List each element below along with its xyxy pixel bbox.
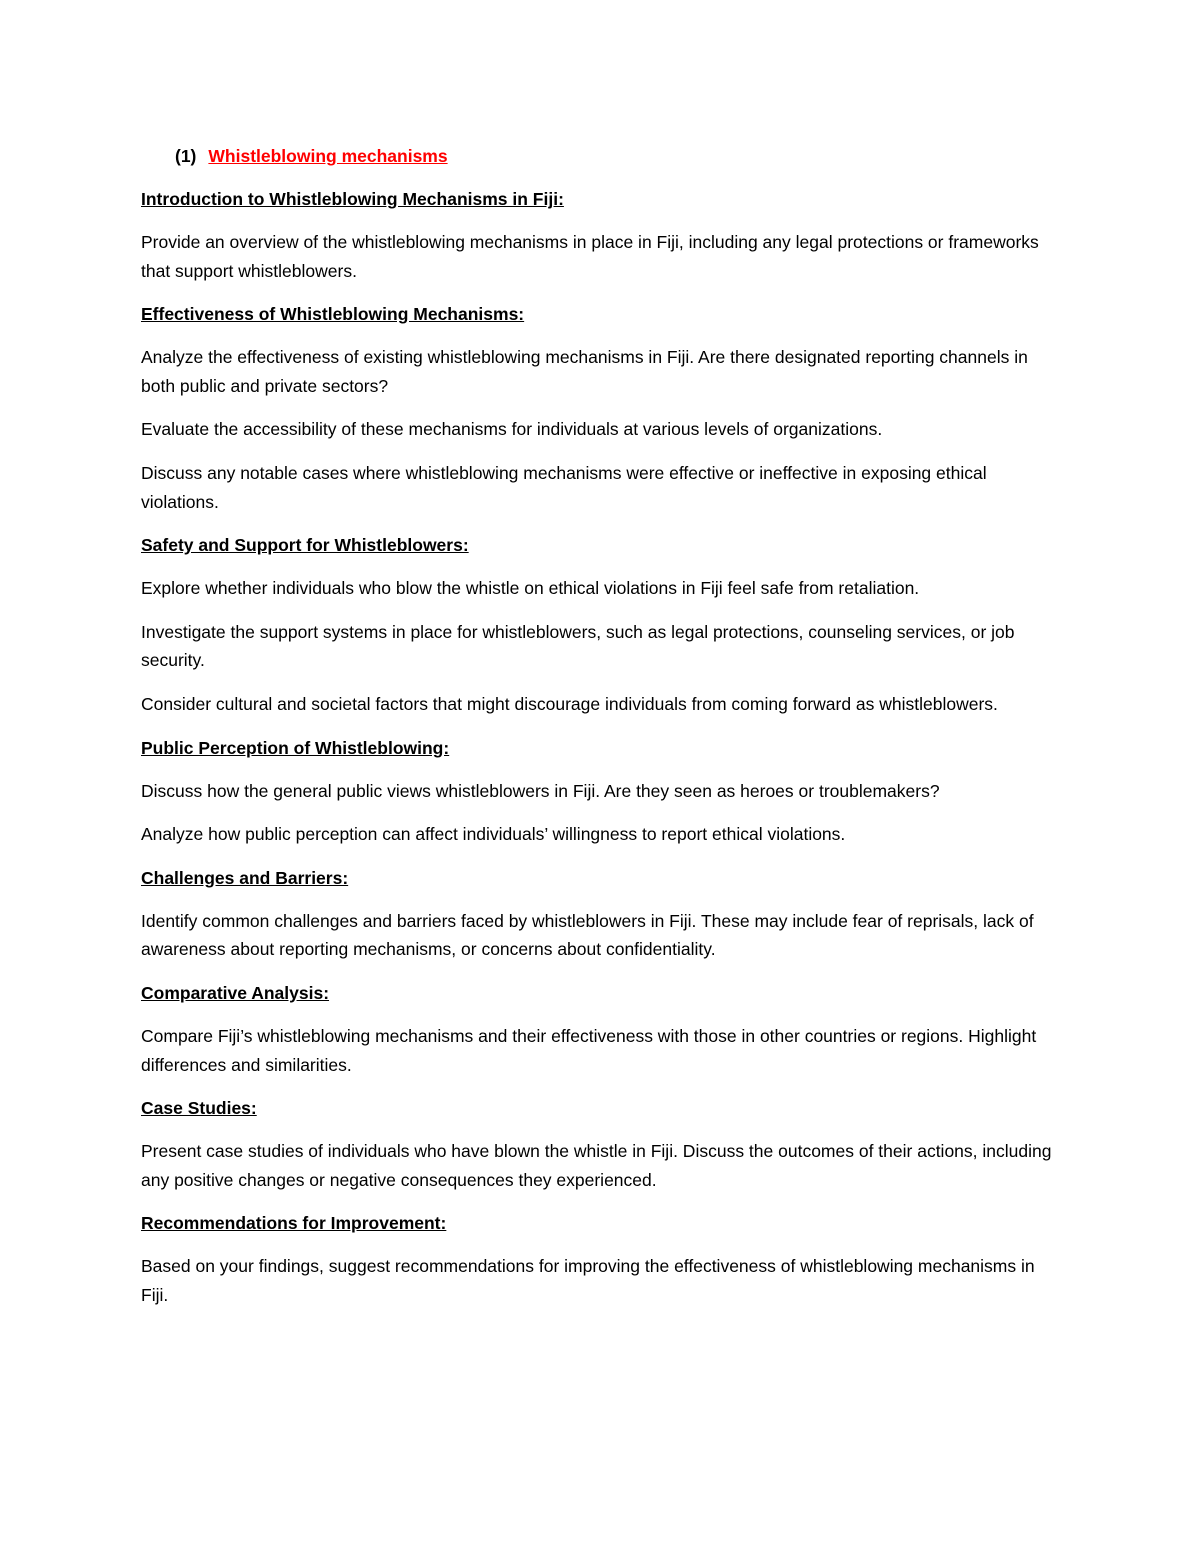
section-challenges xyxy=(141,864,1061,964)
section-heading: Effectiveness of Whistleblowing Mechanisms: xyxy=(141,304,525,325)
section-paragraph: Analyze the effectiveness of existing whistleblowing mechanisms in Fiji. Are there designated reporting channels in both public and private sectors? xyxy=(141,347,1028,396)
section-paragraph: Explore whether individuals who blow the whistle on ethical violations in Fiji feel safe from retaliation. xyxy=(141,578,920,599)
section-public-perception xyxy=(141,734,1061,849)
section-paragraph: Analyze how public perception can affect individuals’ willingness to report ethical violations. xyxy=(141,824,846,845)
section-heading: Challenges and Barriers: xyxy=(141,867,349,888)
section-heading: Introduction to Whistleblowing Mechanisms in Fiji: xyxy=(141,189,564,209)
section-case-studies xyxy=(141,1094,1061,1194)
section-paragraph: Based on your findings, suggest recommendations for improving the effectiveness of whistleblowing mechanisms in Fiji. xyxy=(141,1256,1035,1305)
section-heading: Case Studies: xyxy=(141,1098,257,1119)
document-title xyxy=(141,142,1061,170)
section-paragraph: Discuss any notable cases where whistleblowing mechanisms were effective or ineffective in exposing ethical violations. xyxy=(141,462,987,512)
section-paragraph: Present case studies of individuals who have blown the whistle in Fiji. Discuss the outcomes of their actions, including any positive changes or negative consequences they experienced. xyxy=(141,1141,1052,1190)
section-heading: Public Perception of Whistleblowing: xyxy=(141,737,450,758)
section-paragraph: Consider cultural and societal factors that might discourage individuals from coming forward as whistleblowers. xyxy=(141,693,998,714)
section-heading: Safety and Support for Whistleblowers: xyxy=(141,535,469,556)
section-paragraph: Discuss how the general public views whistleblowers in Fiji. Are they seen as heroes or troublemakers? xyxy=(141,780,940,801)
section-paragraph: Provide an overview of the whistleblowing mechanisms in place in Fiji, including any legal protections or frameworks that support whistleblowers. xyxy=(141,232,1039,281)
section-safety-support xyxy=(141,531,1061,718)
section-heading: Comparative Analysis: xyxy=(141,982,330,1003)
section-introduction xyxy=(141,185,1061,285)
section-paragraph: Investigate the support systems in place for whistleblowers, such as legal protections, counseling services, or job security. xyxy=(141,621,1015,671)
section-paragraph: Compare Fiji’s whistleblowing mechanisms and their effectiveness with those in other countries or regions. Highlight differences and similarities. xyxy=(141,1025,1037,1075)
section-paragraph: Identify common challenges and barriers faced by whistleblowers in Fiji. These may include fear of reprisals, lack of awareness about reporting mechanisms, or concerns about confidentiality. xyxy=(141,910,1034,960)
title-number: (1) xyxy=(175,146,197,166)
section-recommendations xyxy=(141,1209,1061,1309)
title-text: Whistleblowing mechanisms xyxy=(208,146,448,166)
section-paragraph: Evaluate the accessibility of these mechanisms for individuals at various levels of organizations. xyxy=(141,419,883,440)
document-body xyxy=(141,142,1061,1324)
section-comparative xyxy=(141,979,1061,1079)
section-heading: Recommendations for Improvement: xyxy=(141,1213,447,1234)
section-effectiveness xyxy=(141,300,1061,516)
